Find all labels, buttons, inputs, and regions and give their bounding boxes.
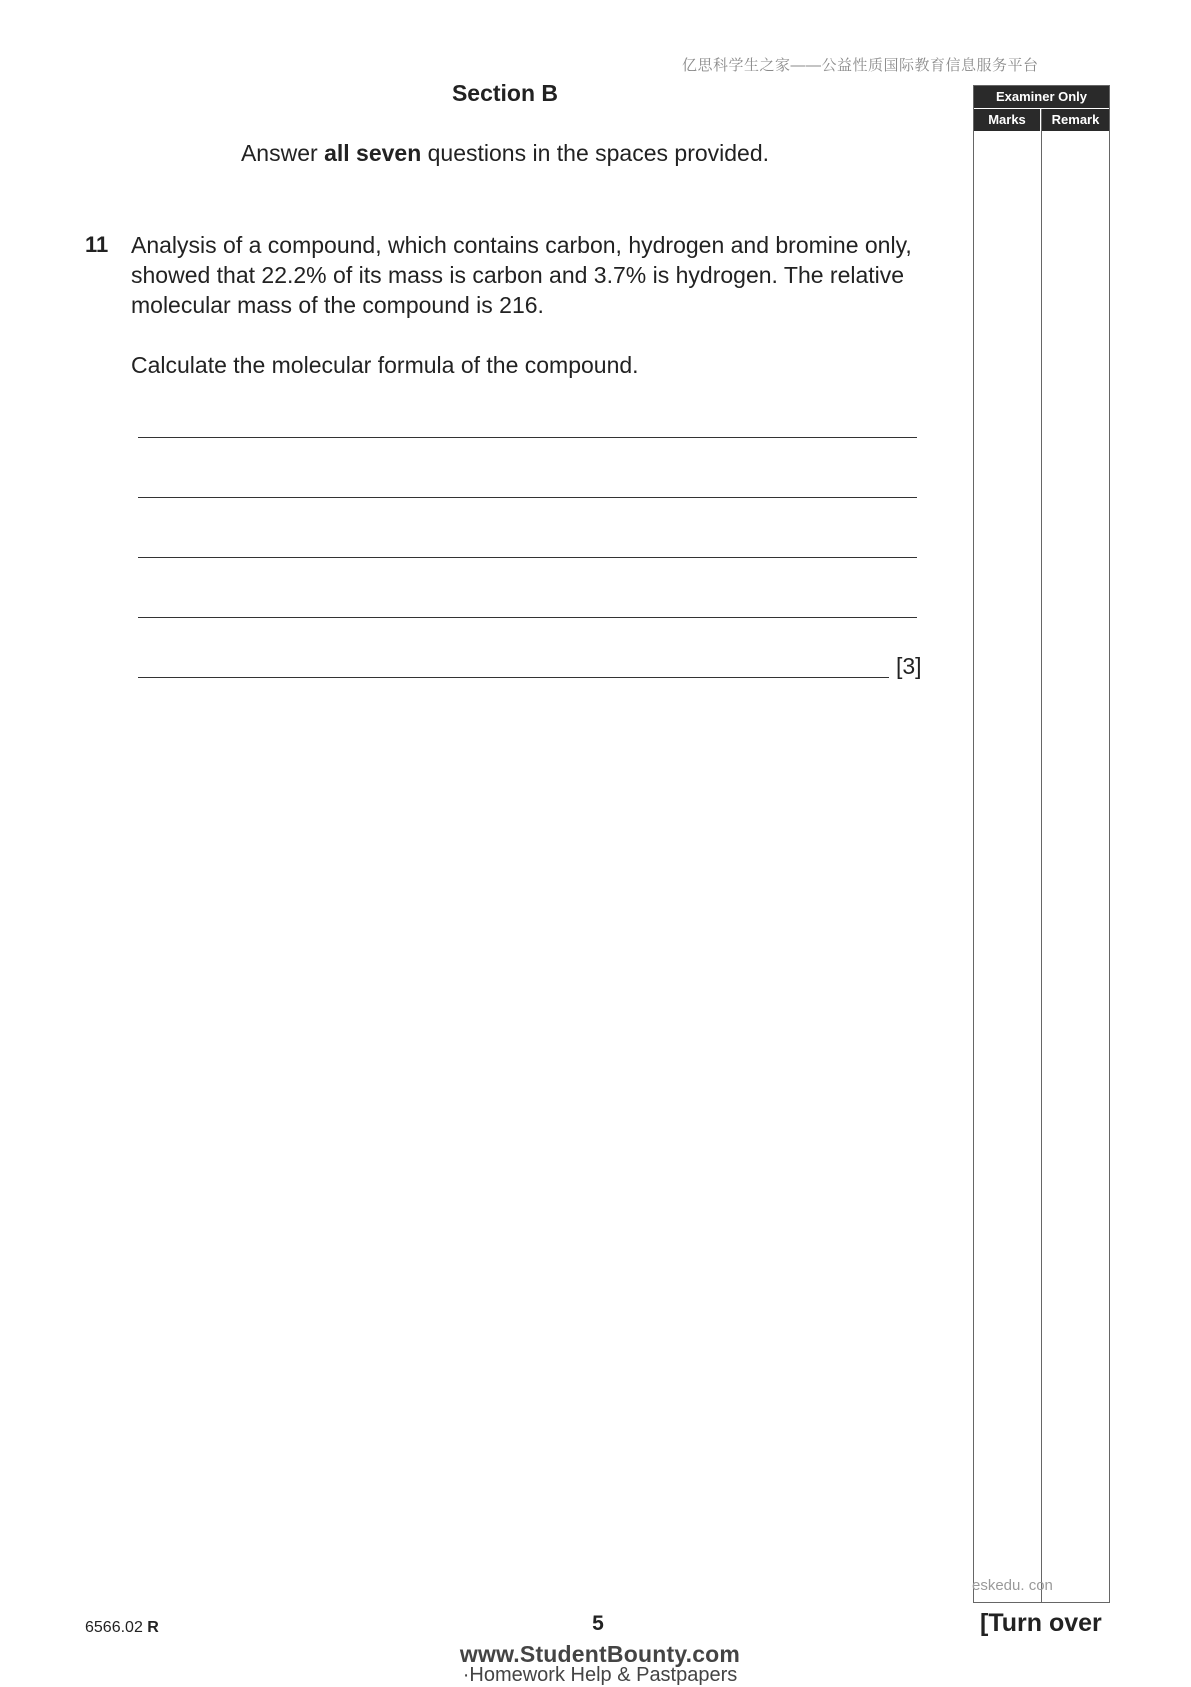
watermark-header: 亿思科学生之家——公益性质国际教育信息服务平台 — [682, 57, 1039, 74]
instruction-before: Answer — [240, 140, 325, 166]
question-number: 11 — [85, 232, 109, 257]
studentbounty-tagline: ·Homework Help & Pastpapers — [462, 1664, 738, 1686]
answer-line-2[interactable] — [138, 497, 917, 498]
question-paragraph-2: Calculate the molecular formula of the compound. — [131, 352, 639, 378]
instruction-after: questions in the spaces provided. — [421, 140, 770, 166]
question-text — [131, 230, 931, 380]
paper-code-suffix: R — [147, 1619, 159, 1636]
page-number: 5 — [592, 1612, 604, 1635]
question-marks: [3] — [896, 653, 922, 679]
watermark-bottom: eskedu. con — [972, 1577, 1053, 1594]
answer-line-3[interactable] — [138, 557, 917, 558]
answer-line-5[interactable] — [138, 677, 889, 678]
question-paragraph-1: Analysis of a compound, which contains carbon, hydrogen and bromine only, showed that 22.2% of its mass is carbon and 3.7% is hydrogen. The relative molecular mass of the compound is 216. — [131, 232, 912, 318]
examiner-only-heading: Examiner Only — [974, 86, 1109, 108]
instruction-text — [150, 140, 860, 167]
turn-over: [Turn over — [980, 1609, 1102, 1637]
examiner-column-divider — [1041, 109, 1042, 1603]
examiner-remark-column: Remark — [1042, 109, 1109, 131]
examiner-marks-column: Marks — [974, 109, 1040, 131]
paper-code — [85, 1619, 159, 1637]
paper-code-number: 6566.02 — [85, 1619, 143, 1636]
section-title: Section B — [451, 80, 559, 106]
studentbounty-url[interactable]: www.StudentBounty.com — [459, 1641, 741, 1667]
answer-line-4[interactable] — [138, 617, 917, 618]
answer-line-1[interactable] — [138, 437, 917, 438]
instruction-bold: all seven — [324, 140, 422, 166]
